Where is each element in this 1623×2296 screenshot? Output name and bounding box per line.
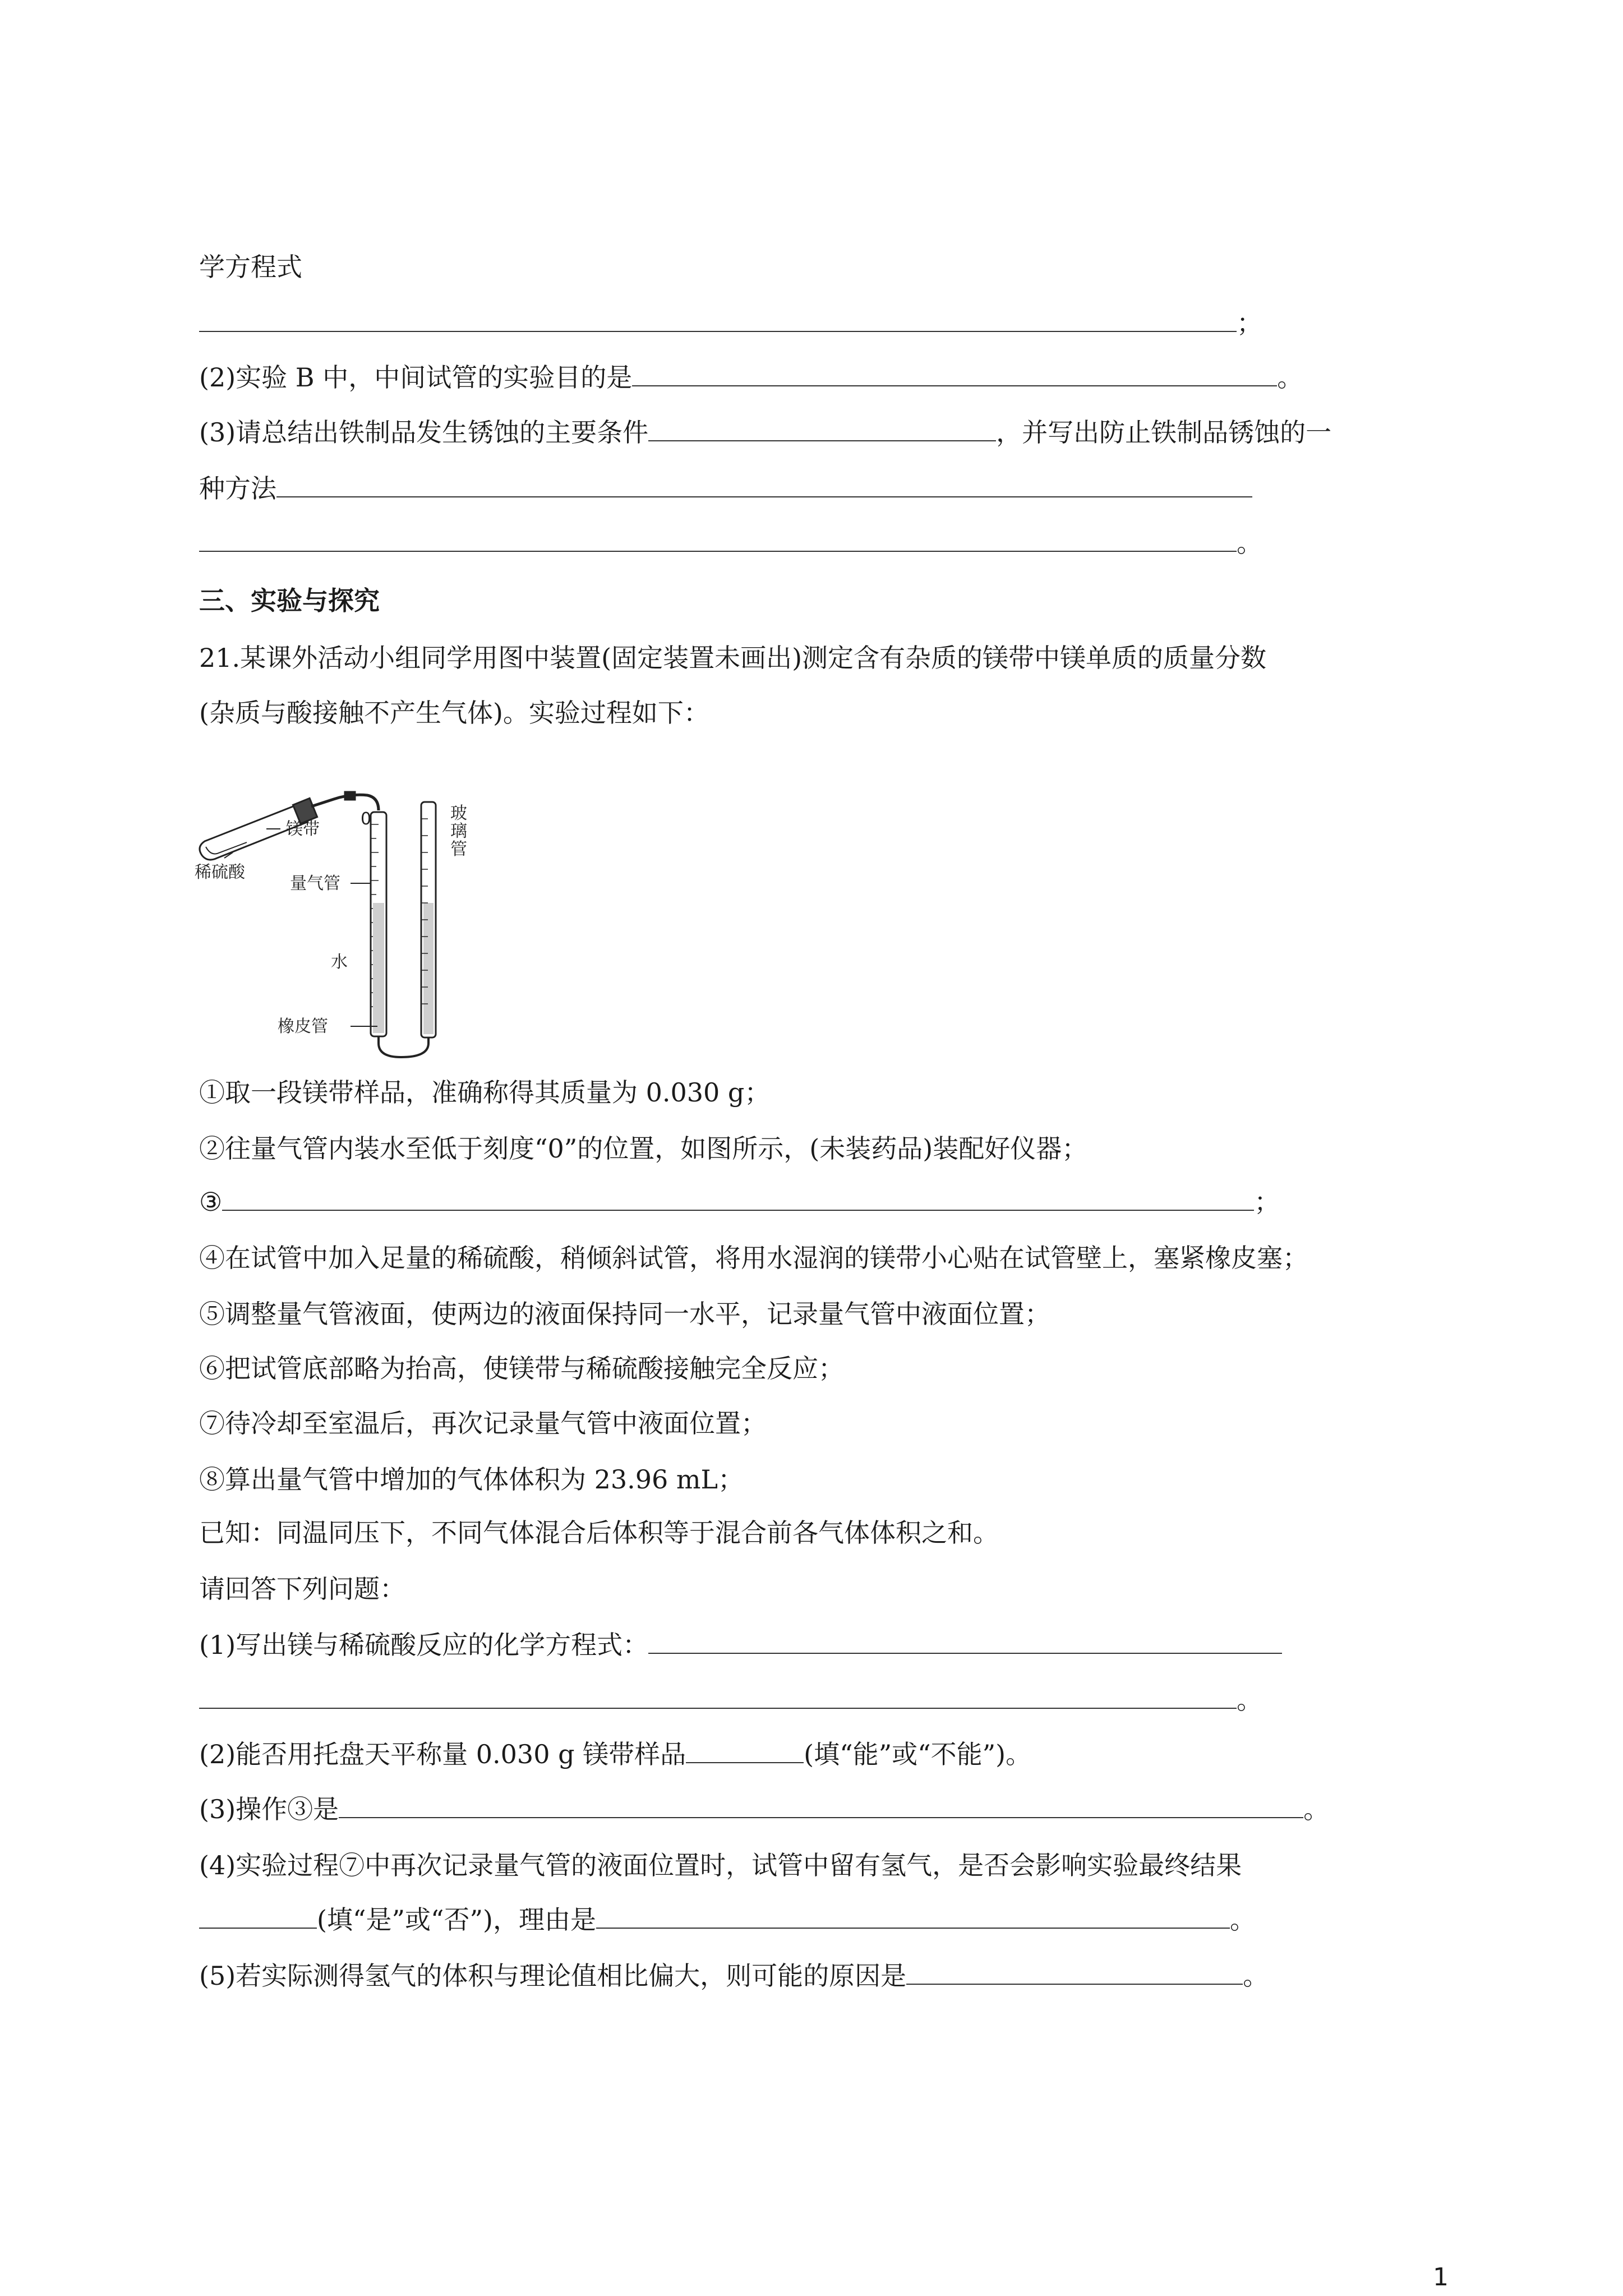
step-line: ③ ； xyxy=(199,1187,1280,1217)
known-text: 已知：同温同压下，不同气体混合后体积等于混合前各气体体积之和。 xyxy=(199,1518,999,1548)
answer-blank[interactable] xyxy=(632,364,1277,386)
question-line: (2)实验 B 中，中间试管的实验目的是 。 xyxy=(199,362,1303,393)
step-text: ⑤调整量气管液面，使两边的液面保持同一水平，记录量气管中液面位置； xyxy=(199,1299,1050,1329)
answer-blank[interactable] xyxy=(222,1188,1254,1211)
step-text: ②往量气管内装水至低于刻度“0”的位置，如图所示，(未装药品)装配好仪器； xyxy=(199,1133,1088,1164)
answer-line: ； xyxy=(199,307,1262,339)
answer-blank[interactable] xyxy=(906,1962,1243,1985)
answer-blank[interactable] xyxy=(199,1686,1237,1709)
answer-blank[interactable] xyxy=(276,475,1252,497)
label-rubber-tube: 橡皮管 xyxy=(278,1017,328,1036)
step-text: ⑥把试管底部略为抬高，使镁带与稀硫酸接触完全反应； xyxy=(199,1353,844,1384)
ask-text: 请回答下列问题： xyxy=(199,1574,405,1604)
text-line: 学方程式 xyxy=(199,252,302,282)
answer-blank[interactable] xyxy=(648,419,996,441)
label-acid: 稀硫酸 xyxy=(195,863,245,882)
question-line: (3)操作③是 。 xyxy=(199,1794,1330,1824)
answer-blank[interactable] xyxy=(339,1796,1303,1818)
answer-blank[interactable] xyxy=(199,1906,317,1929)
label-water: 水 xyxy=(331,952,348,972)
step-text: ⑧算出量气管中增加的气体体积为 23.96 mL； xyxy=(199,1464,744,1495)
question-line: (填“是”或“否”)，理由是 。 xyxy=(199,1904,1256,1935)
question-text: 21.某课外活动小组同学用图中装置(固定装置未画出)测定含有杂质的镁带中镁单质的质量分数 xyxy=(199,643,1267,673)
question-text: (4)实验过程⑦中再次记录量气管的液面位置时，试管中留有氢气，是否会影响实验最终结果 xyxy=(199,1850,1242,1880)
label-magnesium: 镁带 xyxy=(286,819,320,839)
rubber-tube xyxy=(379,1036,428,1057)
answer-blank[interactable] xyxy=(199,310,1237,332)
question-line: 种方法 xyxy=(199,473,1252,504)
label-glass: 管 xyxy=(450,840,467,859)
step-text: ①取一段镁带样品，准确称得其质量为 0.030 g； xyxy=(199,1077,771,1108)
page-number: 1 xyxy=(1433,2263,1449,2292)
question-line: (3)请总结出铁制品发生锈蚀的主要条件 ，并写出防止铁制品锈蚀的一 xyxy=(199,417,1332,448)
label-zero: 0 xyxy=(361,809,372,829)
answer-line: 。 xyxy=(199,527,1262,559)
label-glass: 玻 xyxy=(450,804,467,823)
answer-blank[interactable] xyxy=(199,529,1237,552)
answer-blank[interactable] xyxy=(686,1741,804,1763)
label-glass: 璃 xyxy=(450,822,467,841)
question-line: (1)写出镁与稀硫酸反应的化学方程式： xyxy=(199,1629,1282,1661)
question-line: (2)能否用托盘天平称量 0.030 g 镁带样品 (填“能”或“不能”)。 xyxy=(199,1739,1032,1769)
apparatus-figure xyxy=(193,768,541,1060)
step-text: ④在试管中加入足量的稀硫酸，稍倾斜试管，将用水湿润的镁带小心贴在试管壁上，塞紧橡皮塞； xyxy=(199,1243,1308,1273)
section-title: 三、实验与探究 xyxy=(199,585,380,616)
answer-line: 。 xyxy=(199,1684,1262,1716)
answer-blank[interactable] xyxy=(596,1906,1230,1929)
answer-blank[interactable] xyxy=(648,1631,1282,1654)
question-text: (杂质与酸接触不产生气体)。实验过程如下： xyxy=(199,698,709,728)
label-burette: 量气管 xyxy=(290,874,340,893)
step-text: ⑦待冷却至室温后，再次记录量气管中液面位置； xyxy=(199,1408,767,1439)
question-line: (5)若实际测得氢气的体积与理论值相比偏大，则可能的原因是 。 xyxy=(199,1961,1269,1991)
